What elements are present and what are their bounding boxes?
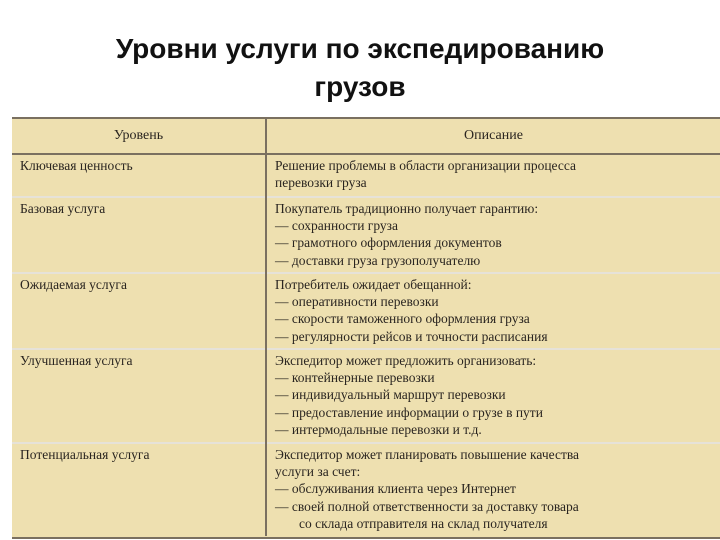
level-cell: Базовая услуга [12,197,266,273]
service-levels-table-image [12,117,720,539]
description-line: — индивидуальный маршрут перевозки [275,387,506,403]
slide-title [0,30,720,106]
level-cell: Ключевая ценность [20,158,133,173]
level-cell: Ожидаемая услуга [12,273,266,349]
description-cell [266,443,720,536]
description-cell [266,273,720,349]
description-line: — обслуживания клиента через Интернет [275,481,516,497]
description-line: со склада отправителя на склад получателя [299,515,548,531]
description-line: — сохранности груза [275,218,398,234]
service-levels-table [12,119,720,536]
slide-title-line-2: грузов [314,71,406,102]
description-line: Покупатель традиционно получает гарантию: [275,201,539,216]
description-line: — грамотного оформления документов [275,235,502,251]
description-cell [266,349,720,443]
description-line: Экспедитор может предложить организовать: [275,353,537,368]
description-line: — своей полной ответственности за доставку товара [275,498,579,514]
description-line: Потребитель ожидает обещанной: [275,277,472,292]
description-line: — регулярности рейсов и точности расписания [275,328,548,344]
table-row [12,197,720,273]
table-row [12,349,720,443]
description-line: перевозки груза [275,175,367,191]
description-line: — контейнерные перевозки [275,370,435,386]
table-row [12,443,720,536]
description-cell [266,154,720,197]
description-cell [266,197,720,273]
table-header-row [12,119,720,154]
description-line: Решение проблемы в области организации процесса [275,158,577,173]
description-line: — скорости таможенного оформления груза [275,311,530,327]
column-header-level: Уровень [12,119,266,154]
table-row [12,273,720,349]
slide-title-line-1: Уровни услуги по экспедированию [115,33,605,64]
column-header-description: Описание [266,119,720,154]
level-cell: Потенциальная услуга [12,443,266,536]
description-line: услуги за счет: [275,464,361,480]
description-line: — доставки груза грузополучателю [275,252,481,268]
level-cell: Улучшенная услуга [12,349,266,443]
description-line: Экспедитор может планировать повышение качества [275,447,580,462]
description-line: — интермодальные перевозки и т.д. [275,421,482,437]
table-row [12,154,720,197]
description-line: — предоставление информации о грузе в пути [275,404,543,420]
description-line: — оперативности перевозки [275,294,439,310]
